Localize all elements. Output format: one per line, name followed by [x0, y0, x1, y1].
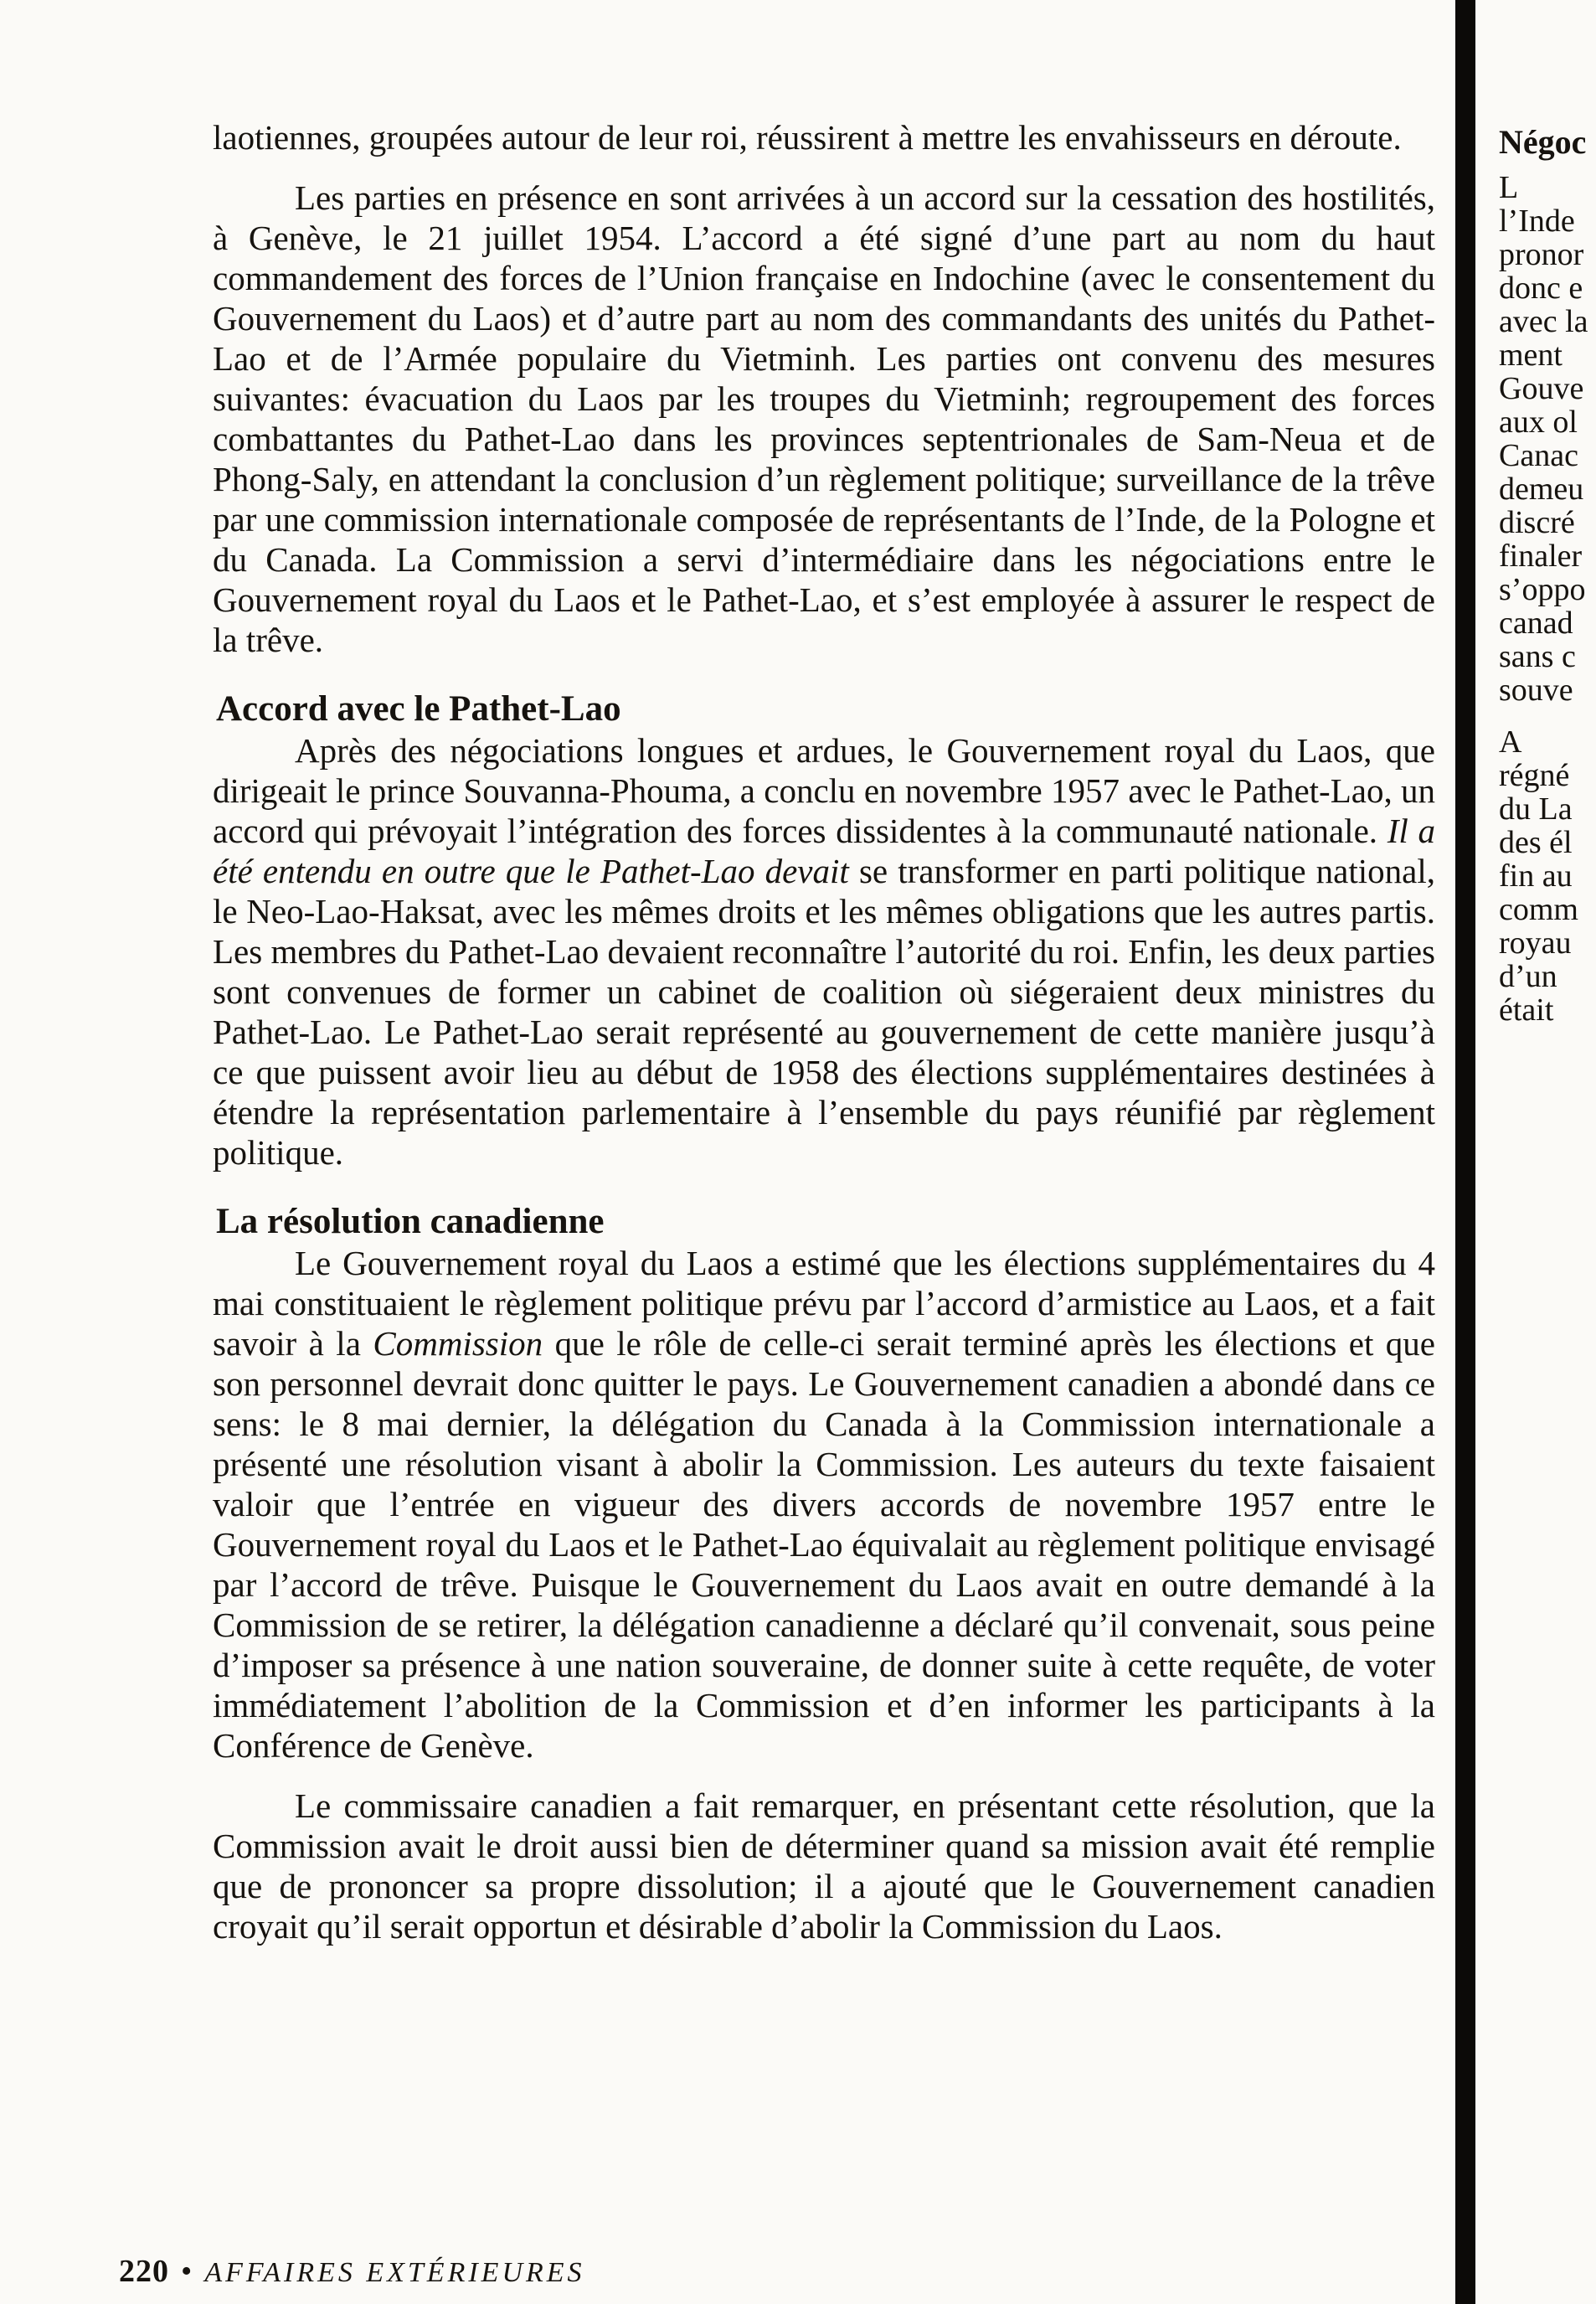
paragraph-italic-text: Commission [373, 1324, 543, 1363]
adjacent-line-fragment: royau [1499, 925, 1572, 961]
paragraph-text: se transformer en parti politique national, le Neo-Lao-Haksat, avec les mêmes droits et les mêmes obligations que les autres partis. Les membres du Pathet-Lao devaient reconnaître l’autorité du roi. Enfin, les deux parties sont convenues de former un cabinet de coalition où siégeraient deux ministres du Pathet-Lao. Le Pathet-Lao serait représenté au gouvernement de cette manière jusqu’à ce que puissent avoir lieu au début de 1958 des élections supplémentaires destinées à étendre la représentation parlementaire à l’ensemble du pays réunifié par règlement politique. [213, 852, 1436, 1172]
adjacent-line-fragment: des él [1499, 825, 1573, 860]
paragraph-resolution [213, 1243, 1435, 1765]
page-gutter-shadow [1455, 0, 1475, 2304]
adjacent-line-fragment: canad [1499, 606, 1573, 641]
adjacent-line-fragment: donc e [1499, 271, 1583, 306]
adjacent-heading: Négoc [1499, 126, 1587, 161]
adjacent-lines-group-1 [1499, 171, 1596, 707]
paragraph-text: que le rôle de celle-ci serait terminé après les élections et que son personnel devrait donc quitter le pays. Le Gouvernement canadien a abondé dans ce sens: le 8 mai dernier, la délégation du Canada à la Commission internationale a présenté une résolution visant à abolir la Commission. Les auteurs du texte faisaient valoir que l’entrée en vigueur des divers accords de novembre 1957 entre le Gouvernement royal du Laos et le Pathet-Lao équivalait au règlement politique envisagé par l’accord de trêve. Puisque le Gouvernement du Laos avait en outre demandé à la Commission de se retirer, la délégation canadienne a déclaré qu’il convenait, sous peine d’imposer sa présence à une nation souveraine, de donner suite à cette requête, de voter immédiatement l’abolition de la Commission et d’en informer les participants à la Conférence de Genève. [213, 1324, 1435, 1765]
adjacent-line-fragment: était [1499, 992, 1554, 1027]
page-number: 220 [119, 2254, 169, 2289]
main-column [213, 117, 1435, 1946]
adjacent-line-fragment: discré [1499, 505, 1575, 540]
adjacent-line-fragment: l’Inde [1499, 204, 1575, 239]
paragraph-continuation: laotiennes, groupées autour de leur roi, réussirent à mettre les envahisseurs en déroute. [213, 118, 1402, 157]
paragraph-pathet-lao-accord [213, 730, 1435, 1173]
adjacent-page-column [1499, 126, 1596, 1027]
adjacent-line-fragment: demeu [1499, 472, 1584, 507]
adjacent-line-fragment: finaler [1499, 539, 1583, 574]
paragraph-commissioner: Le commissaire canadien a fait remarquer, en présentant cette résolution, que la Commission avait le droit aussi bien de déterminer quand sa mission avait été remplie que de prononcer sa propre dissolution; il a ajouté que le Gouvernement canadien croyait qu’il serait opportun et désirable d’abolir la Commission du Laos. [213, 1786, 1435, 1946]
section-heading-resolution: La résolution canadienne [216, 1202, 605, 1241]
journal-title: AFFAIRES EXTÉRIEURES [204, 2257, 585, 2288]
paragraph-italic-text: Il a été entendu en outre que le Pathet-Lao devait [213, 812, 1436, 890]
adjacent-line-fragment: régné [1499, 758, 1570, 793]
adjacent-line-fragment: pronor [1499, 237, 1584, 272]
paragraph-text: Après des négociations longues et ardues, le Gouvernement royal du Laos, que dirigeait le prince Souvanna-Phouma, a conclu en novembre 1957 avec le Pathet-Lao, un accord qui prévoyait l’intégration des forces dissidentes à la communauté nationale. [213, 731, 1435, 850]
adjacent-line-fragment: L [1499, 170, 1519, 205]
adjacent-line-fragment: sans c [1499, 639, 1576, 674]
adjacent-line-fragment: Canac [1499, 438, 1578, 473]
adjacent-line-fragment: souve [1499, 673, 1573, 708]
paragraph-geneva-accord: Les parties en présence en sont arrivées à un accord sur la cessation des hostilités, à Genève, le 21 juillet 1954. L’accord a été signé d’une part au nom du haut commandement des forces de l’Union française en Indochine (avec le consentement du Gouvernement du Laos) et d’autre part au nom des commandants des unités du Pathet-Lao et de l’Armée populaire du Vietminh. Les parties ont convenu des mesures suivantes: évacuation du Laos par les troupes du Vietminh; regroupement des forces combattantes du Pathet-Lao dans les provinces septentrionales de Sam-Neua et de Phong-Saly, en attendant la conclusion d’un règlement politique; surveillance de la trêve par une commission internationale composée de représentants de l’Inde, de la Pologne et du Canada. La Commission a servi d’intermédiaire dans les négociations entre le Gouvernement royal du Laos et le Pathet-Lao, et s’est employée à assurer le respect de la trêve. [213, 178, 1435, 659]
adjacent-line-fragment: d’un [1499, 959, 1557, 994]
section-heading-accord: Accord avec le Pathet-Lao [216, 689, 621, 729]
adjacent-line-fragment: s’oppo [1499, 572, 1586, 607]
adjacent-line-fragment: A [1499, 724, 1522, 760]
adjacent-line-fragment: avec la [1499, 304, 1588, 339]
adjacent-line-fragment: ment [1499, 338, 1563, 373]
footer-bullet: • [181, 2254, 193, 2289]
adjacent-line-fragment: fin au [1499, 858, 1573, 894]
page-footer [119, 2253, 585, 2290]
adjacent-lines-group-2 [1499, 725, 1596, 1027]
paragraph-text: Le Gouvernement royal du Laos a estimé que les élections supplémentaires du 4 mai constituaient le règlement politique prévu par l’accord d’armistice au Laos, et a fait savoir à la [213, 1244, 1435, 1363]
adjacent-line-fragment: du La [1499, 791, 1573, 827]
adjacent-line-fragment: Gouve [1499, 371, 1584, 406]
adjacent-line-fragment: comm [1499, 892, 1578, 927]
adjacent-line-fragment: aux ol [1499, 405, 1578, 440]
